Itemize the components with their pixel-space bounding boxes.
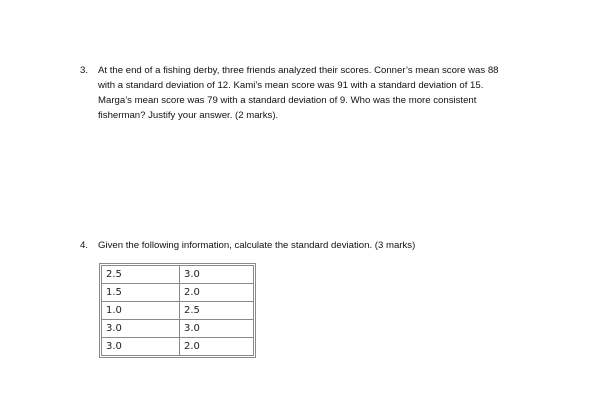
- table-row: [102, 338, 254, 356]
- question-3-number: 3.: [80, 65, 89, 76]
- table-cell: 2.5: [102, 266, 180, 284]
- table-row: [102, 266, 254, 284]
- table-cell: 2.5: [180, 302, 254, 320]
- question-3-line: with a standard deviation of 12. Kami’s mean score was 91 with a standard deviation of 15.: [98, 80, 484, 91]
- question-3: [80, 63, 530, 123]
- table-cell: 3.0: [102, 320, 180, 338]
- question-3-line: Marga’s mean score was 79 with a standard deviation of 9. Who was the more consistent: [98, 95, 477, 106]
- data-table: [101, 265, 254, 356]
- table-cell: 1.5: [102, 284, 180, 302]
- table-cell: 3.0: [102, 338, 180, 356]
- table-cell: 2.0: [180, 338, 254, 356]
- table-cell: 3.0: [180, 266, 254, 284]
- question-4-text: [98, 238, 530, 253]
- table-cell: 3.0: [180, 320, 254, 338]
- question-4-number: 4.: [80, 240, 89, 251]
- table-cell: 2.0: [180, 284, 254, 302]
- question-3-text: [98, 63, 530, 123]
- question-4-line: Given the following information, calculate the standard deviation. (3 marks): [98, 240, 416, 251]
- table-row: [102, 302, 254, 320]
- table-cell: 1.0: [102, 302, 180, 320]
- question-4: [80, 238, 530, 253]
- question-3-line: fisherman? Justify your answer. (2 marks).: [98, 110, 279, 121]
- table-row: [102, 284, 254, 302]
- table-row: [102, 320, 254, 338]
- question-3-line: At the end of a fishing derby, three friends analyzed their scores. Conner’s mean score was 88: [98, 65, 499, 76]
